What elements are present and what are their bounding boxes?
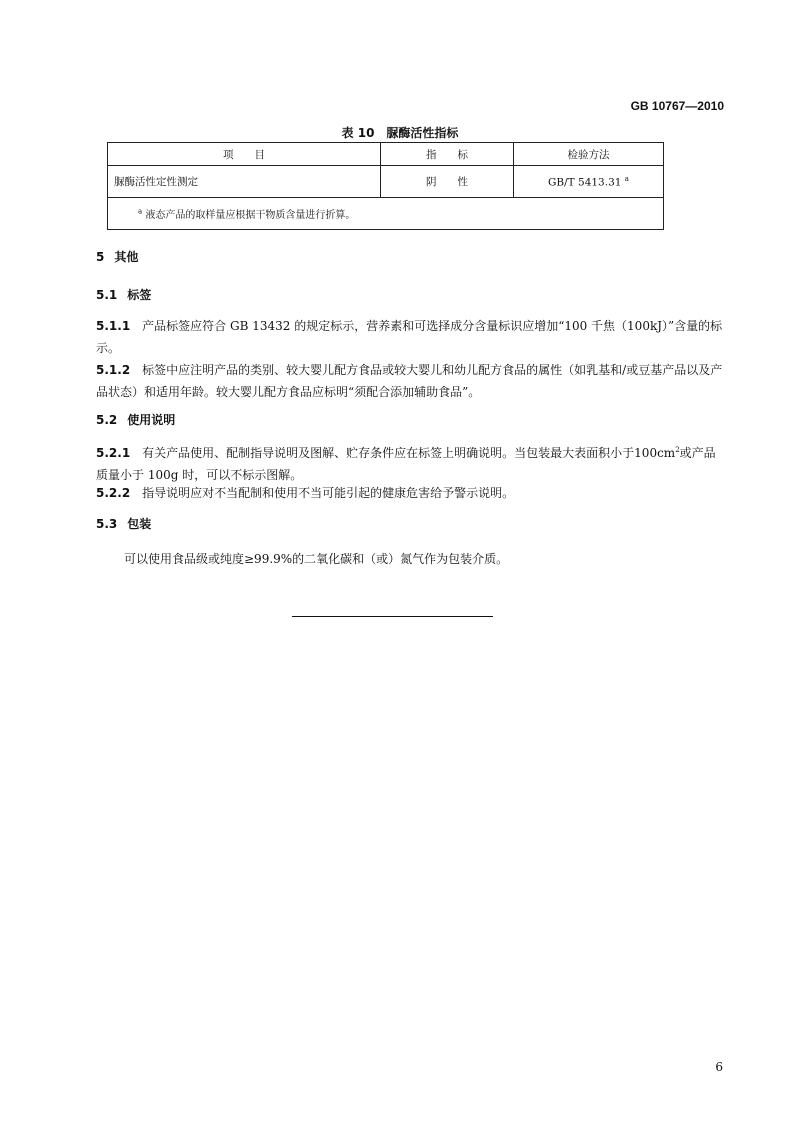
clause-number: 5.2.1 — [96, 446, 131, 460]
section-title: 使用说明 — [127, 413, 176, 427]
section-5-2 — [96, 411, 175, 428]
clause-text: 产品标签应符合 GB 13432 的规定标示，营养素和可选择成分含量标识应增加“100 千焦（100kJ）”含量的标示。 — [96, 319, 723, 355]
table-note — [108, 198, 664, 230]
table-caption: 表 10 脲酶活性指标 — [341, 126, 459, 140]
cell-item: 脲酶活性定性测定 — [108, 166, 381, 198]
table-row — [108, 166, 664, 198]
clause-text-a: 有关产品使用、配制指导说明及图解、贮存条件应在标签上明确说明。当包装最大表面积小于100cm — [142, 446, 676, 460]
clause-5-2-2 — [96, 482, 724, 504]
footnote-marker: a — [624, 174, 629, 183]
section-number: 5 — [96, 250, 105, 264]
header-item: 项 目 — [108, 143, 381, 166]
clause-text: 标签中应注明产品的类别、较大婴儿配方食品或较大婴儿和幼儿配方食品的属性（如乳基和/或豆基产品以及产品状态）和适用年龄。较大婴儿配方食品应标明“须配合添加辅助食品”。 — [96, 363, 723, 399]
header-value: 指 标 — [381, 143, 514, 166]
clause-text: 指导说明应对不当配制和使用不当可能引起的健康危害给予警示说明。 — [142, 486, 515, 500]
section-number: 5.1 — [96, 288, 118, 302]
section-title: 包装 — [127, 517, 152, 531]
standard-code: GB 10767—2010 — [630, 99, 724, 113]
clause-number: 5.1.2 — [96, 363, 131, 377]
clause-5-2-1 — [96, 439, 724, 486]
clause-text-b: 或产品质量小于 100g 时，可以不标示图解。 — [96, 446, 716, 482]
page-number: 6 — [715, 1060, 723, 1074]
section-title: 标签 — [127, 288, 152, 302]
cell-value: 阴 性 — [381, 166, 514, 198]
urease-table — [107, 142, 664, 230]
section-5 — [96, 248, 138, 265]
clause-5-1-1 — [96, 315, 724, 359]
note-text: 液态产品的取样量应根据干物质含量进行折算。 — [145, 210, 356, 221]
section-5-3 — [96, 515, 151, 532]
superscript-2: 2 — [675, 446, 680, 454]
clause-number: 5.2.2 — [96, 486, 131, 500]
method-text: GB/T 5413.31 — [548, 176, 622, 189]
cell-method — [514, 166, 664, 198]
clause-5-3-text: 可以使用食品级或纯度≥99.9%的二氧化碳和（或）氮气作为包装介质。 — [124, 552, 509, 566]
section-5-1 — [96, 286, 151, 303]
table-header-row — [108, 143, 664, 166]
table-note-row — [108, 198, 664, 230]
note-marker: a — [138, 207, 143, 216]
header-method: 检验方法 — [514, 143, 664, 166]
end-rule — [292, 616, 493, 617]
clause-number: 5.1.1 — [96, 319, 131, 333]
section-title: 其他 — [114, 250, 139, 264]
section-number: 5.2 — [96, 413, 118, 427]
clause-5-1-2 — [96, 359, 724, 403]
section-number: 5.3 — [96, 517, 118, 531]
